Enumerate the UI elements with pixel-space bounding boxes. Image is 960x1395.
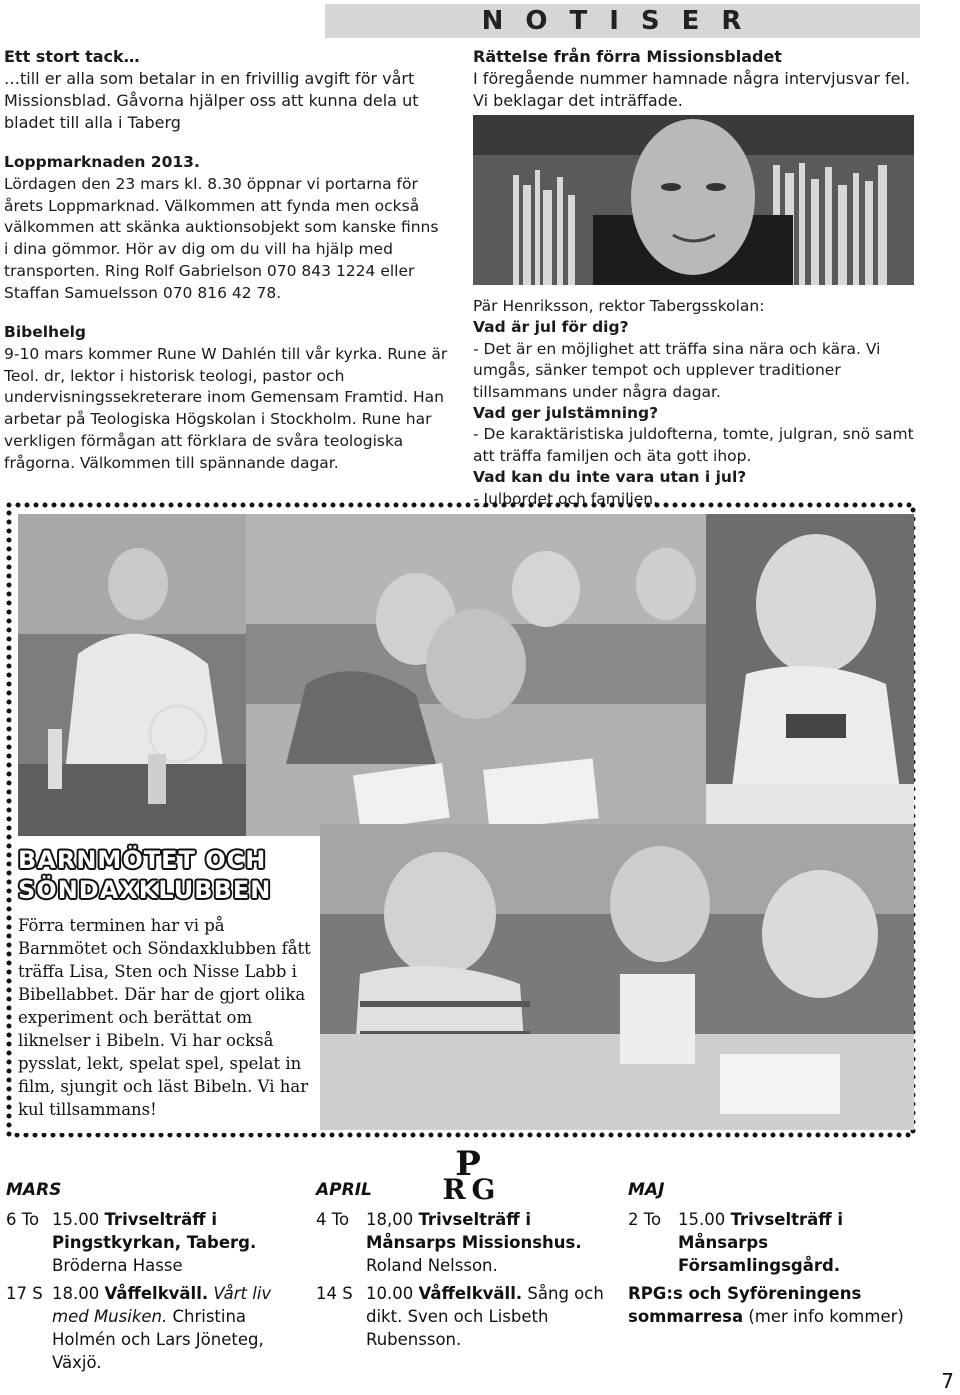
girl-drawing-photo [706, 514, 914, 836]
svg-text:P: P [455, 1147, 481, 1184]
notice-loppis-heading: Loppmarknaden 2013. [4, 153, 200, 171]
interview-question-3: Vad kan du inte vara utan i jul? [473, 468, 747, 487]
interview-block [473, 296, 923, 510]
interview-answer-3: - Julbordet och familjen. [473, 489, 659, 508]
event-title: Våffelkväll. [418, 1284, 523, 1303]
notice-loppis-text: Lördagen den 23 mars kl. 8.30 öppnar vi portarna för årets Loppmarknad. Välkommen att fynda men också välkommen att skänka auktionsobjekt som kanske finns i dina gömmor. Hör av dig om du vill ha hjälp med transporten. Ring Rolf Gabrielson 070 843 1224 eller Staffan Samuelsson 070 816 42 78. [4, 174, 439, 302]
calendar-maj-heading: MAJ [628, 1180, 665, 1200]
event-title: Trivselträff i Månsarps Församlingsgård. [678, 1210, 844, 1275]
event-title: RPG:s och Syföreningens sommarresa [628, 1284, 862, 1326]
notice-loppis [4, 152, 444, 305]
section-title: NOTISER [481, 6, 764, 36]
interview-question-1: Vad är jul för dig? [473, 318, 629, 337]
event-time: 15.00 [52, 1210, 105, 1229]
section-header-bar [325, 4, 920, 38]
event-title: Trivselträff i Månsarps Missionshus. [366, 1210, 582, 1252]
notice-thanks-text: …till er alla som betalar in en frivillig avgift för vårt Missionsblad. Gåvorna hjälper oss att kunna dela ut bladet till alla i Taberg [4, 69, 419, 132]
event-date: 4 To [316, 1210, 350, 1229]
interview-answer-2: - De karaktäristiska juldofterna, tomte, julgran, snö samt att träffa familjen och äta gott ihop. [473, 425, 914, 465]
event-details: (mer info kommer) [743, 1307, 904, 1326]
event-date: 17 S [6, 1284, 43, 1303]
calendar-mars-heading: MARS [6, 1180, 62, 1200]
notice-correction [473, 46, 918, 112]
portrait-photo [473, 115, 914, 285]
notice-thanks-heading: Ett stort tack… [4, 47, 140, 66]
event-date: 6 To [6, 1210, 40, 1229]
notice-thanks [4, 46, 444, 134]
event-details: Bröderna Hasse [52, 1256, 183, 1275]
rpg-logo [434, 1147, 502, 1203]
barn-heading-line-1: BARNMÖTET OCH [18, 846, 267, 874]
children-floor-photo [246, 514, 706, 836]
calendar-maj-event-2 [628, 1282, 918, 1352]
event-time: 15.00 [678, 1210, 731, 1229]
barn-heading [18, 845, 271, 905]
event-details: Sång och dikt. Sven och Lisbeth Rubensson. [366, 1284, 604, 1349]
event-date: 14 S [316, 1284, 353, 1303]
event-details: Christina Holmén och Lars Jöneteg, Växjö. [52, 1307, 264, 1372]
event-title: Våffelkväll. [104, 1284, 209, 1303]
calendar-april-event-2 [316, 1282, 616, 1352]
event-time: 18.00 [52, 1284, 105, 1303]
interview-question-2: Vad ger julstämning? [473, 404, 659, 423]
calendar-april-event-1 [316, 1208, 616, 1278]
barn-text: Förra terminen har vi på Barnmötet och Söndaxklubben fått träffa Lisa, Sten och Nisse Labb i Bibellabbet. Där har de gjort olika experiment och berättat om liknelser i Bibeln. Vi har också pysslat, lekt, spelat spel, spelat in film, sjungit och läst Bibeln. Vi har kul tillsammans! [18, 916, 311, 1119]
lab-photo [18, 514, 246, 836]
svg-text:R G: R G [442, 1173, 494, 1203]
event-title: Trivselträff i Pingstkyrkan, Taberg. [52, 1210, 257, 1252]
event-details: Roland Nelsson. [366, 1256, 498, 1275]
children-table-photo [320, 824, 914, 1130]
event-time: 18,00 [366, 1210, 419, 1229]
event-subtitle: Vårt liv med Musiken. [52, 1284, 272, 1326]
notice-bibelhelg-text: 9-10 mars kommer Rune W Dahlén till vår kyrka. Rune är Teol. dr, lektor i historisk teologi, pastor och undervisningssekreterare inom Gemensam Framtid. Han arbetar på Teologiska Högskolan i Stockholm. Rune har verkligen förmågan att förklara de svåra teologiska frågorna. Välkommen till spännande dagar. [4, 344, 448, 472]
notice-correction-text: I föregående nummer hamnade några intervjusvar fel. Vi beklagar det inträffade. [473, 69, 911, 110]
notice-bibelhelg [4, 322, 449, 475]
barn-heading-line-2: SÖNDAXKLUBBEN [18, 876, 272, 904]
calendar-mars-event-1 [6, 1208, 306, 1278]
event-time: 10.00 [366, 1284, 419, 1303]
interview-answer-1: - Det är en möjlighet att träffa sina nära och kära. Vi umgås, sänker tempot och upplever traditioner tillsammans under några dagar. [473, 339, 881, 401]
page-number: 7 [941, 1369, 954, 1393]
notice-correction-heading: Rättelse från förra Missionsbladet [473, 47, 782, 66]
calendar-maj-event-1 [628, 1208, 928, 1278]
event-date: 2 To [628, 1210, 662, 1229]
notice-bibelhelg-heading: Bibelhelg [4, 323, 87, 341]
calendar-april-heading: APRIL [316, 1180, 372, 1200]
calendar-mars-event-2 [6, 1282, 306, 1377]
interview-intro: Pär Henriksson, rektor Tabergsskolan: [473, 297, 765, 315]
